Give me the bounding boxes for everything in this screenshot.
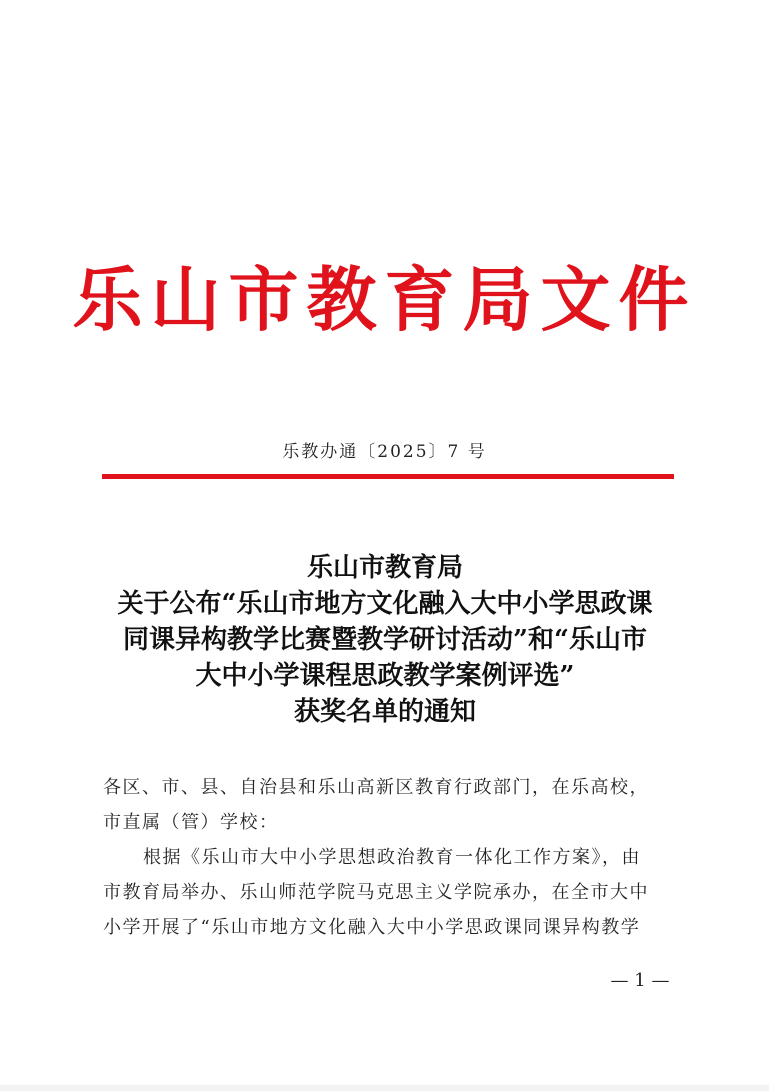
notice-title (90, 550, 680, 730)
title-line-5: 获奖名单的通知 (293, 697, 476, 727)
title-line-3: 同课异构教学比赛暨教学研讨活动”和“乐山市 (123, 625, 647, 655)
salutation-line-2: 市直属（管）学校： (103, 812, 279, 833)
paragraph-line-1: 根据《乐山市大中小学思想政治教育一体化工作方案》，由 (143, 847, 641, 868)
title-line-issuer: 乐山市教育局 (306, 553, 463, 583)
paragraph-line-3: 小学开展了“乐山市地方文化融入大中小学思政课同课异构教学 (103, 917, 641, 938)
masthead-title: 乐山市教育局文件 (72, 258, 697, 341)
title-line-4: 大中小学课程思政教学案例评选” (195, 661, 575, 691)
salutation-line-1: 各区、市、县、自治县和乐山高新区教育行政部门，在乐高校， (103, 777, 649, 798)
red-divider-rule (102, 474, 674, 479)
page-number: — 1 — (610, 970, 670, 991)
paragraph-line-2: 市教育局举办、乐山师范学院马克思主义学院承办，在全市大中 (103, 882, 649, 903)
title-line-2: 关于公布“乐山市地方文化融入大中小学思政课 (117, 589, 653, 619)
page-bottom-edge (0, 1085, 769, 1091)
document-number: 乐教办通〔2025〕7 号 (282, 442, 487, 462)
notice-body (103, 770, 673, 945)
